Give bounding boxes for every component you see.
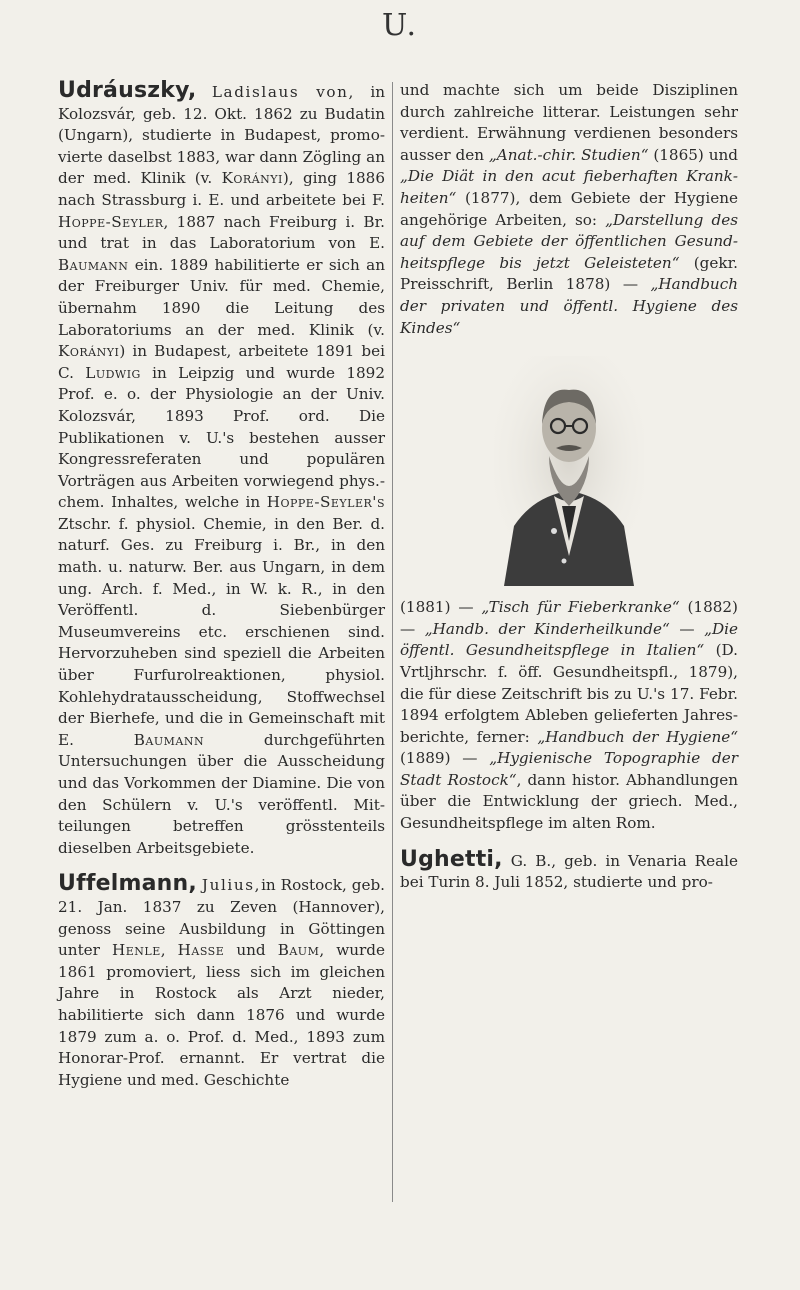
- person-name: Ludwig: [85, 363, 141, 382]
- entry-text: (1889) —: [400, 749, 490, 768]
- entry-text: Ztschr. f. physiol. Chemie, in den Ber. d. naturf. Ges. zu Freiburg i. Br., in den math. u. naturw. Ber. aus Ungarn, in dem ung. Arch. f. Med., in W. k. R., in den Veröffentl. d. Siebenbürger Museumvereins etc. erschienen sind. Hervorzuheben sind speziell die Arbeiten über Furfurolreaktionen, physiol. Kohlehydratausscheidung, Stoffwechsel der Bierhefe, und die in Gemeinschaft mit E.: [58, 514, 385, 749]
- work-title: „Darstellung des auf dem Gebiete der öffentlichen Gesundheitspflege bis jetzt Geleisteten“: [400, 210, 738, 272]
- work-title: „Die öffentl. Gesundheitspflege in Italien“: [400, 619, 739, 660]
- person-name: Korányi: [58, 342, 120, 361]
- entry-text: in Leipzig und wurde 1892 Prof. e. o. der Physiologie an der Univ. Kolozsvár, 1893 Prof. ord. Die Publikationen v. U.'s bestehen ausser Kongressreferaten und populären Vorträgen aus Arbeiten vorwiegend phys.-chem. Inhaltes, welche in: [58, 363, 386, 512]
- portrait-uffelmann-image: [494, 356, 644, 586]
- work-title: „Anat.-chir. Studien“: [488, 145, 649, 164]
- right-column: [400, 80, 738, 894]
- given-name-uffelmann: Julius,: [201, 876, 262, 895]
- headword-udrauszky: Udráuszky,: [58, 78, 197, 103]
- column-divider: [392, 82, 393, 1202]
- work-title: „Hygienische Topographie der Stadt Rostock“: [400, 749, 738, 789]
- entry-uffelmann-continued-2: [400, 597, 738, 835]
- entry-text: (1881) —: [400, 598, 482, 617]
- entry-text: (1865) und: [648, 145, 739, 164]
- person-name: Hoppe-Seyler: [58, 212, 164, 231]
- work-title: „Handbuch der Hygiene“: [537, 727, 738, 746]
- person-name: Baumann: [58, 255, 129, 274]
- entry-text: und machte sich um beide Disziplinen durch zahlreiche litterar. Leistungen sehr verdient. Erwähnung verdienen besonders ausser den: [400, 81, 738, 164]
- portrait: [400, 351, 738, 591]
- entry-text: ,: [160, 941, 178, 960]
- entry-text: durchgeführten Untersuchungen über die Ausscheidung und das Vorkommen der Diamine. Die von den Schülern v. U.'s veröffentl. Mitteilungen betreffen grösstenteils dieselben Arbeitsgebiete.: [58, 730, 385, 857]
- work-title: „Handbuch der privaten und öffentl. Hygiene des Kindes“: [400, 275, 738, 337]
- entry-uffelmann: [58, 873, 385, 1091]
- work-title: „Tisch für Fieberkranke“: [481, 598, 680, 617]
- section-letter: U.: [381, 8, 419, 43]
- entry-text: , wurde 1861 promoviert, liess sich im gleichen Jahre in Rostock als Arzt nieder, habilitierte sich dann 1876 und wurde 1879 zum a. o. Prof. d. Med., 1893 zum Honorar-Prof. ernannt. Er vertrat die Hygiene und med. Geschichte: [58, 941, 385, 1089]
- headword-ughetti: Ughetti,: [400, 846, 503, 872]
- entry-text: , 1887 nach Freiburg i. Br. und trat in das Laboratorium von E.: [58, 212, 385, 253]
- person-name: Baumann: [133, 730, 205, 749]
- person-name: Hasse: [177, 941, 225, 960]
- person-name: Baum: [277, 941, 320, 960]
- headword-uffelmann: Uffelmann,: [58, 871, 197, 897]
- entry-text: ), ging 1886 nach Strassburg i. E. und arbeitete bei F.: [58, 169, 385, 209]
- person-name: Hoppe-Seyler's: [266, 493, 385, 512]
- given-name-udrauszky: Ladislaus von,: [211, 83, 355, 101]
- left-column: [58, 80, 385, 1091]
- work-title: „Die Diät in den acut fieberhaften Krankheiten“: [400, 167, 738, 207]
- entry-text: G. B., geb. in Venaria Reale bei Turin 8. Juli 1852, studierte und pro-: [400, 851, 738, 892]
- entry-ughetti: [400, 846, 738, 894]
- entry-text: (gekr. Preisschrift, Berlin 1878) —: [400, 253, 738, 294]
- entry-text: ) in Budapest, arbeitete 1891 bei C.: [58, 342, 385, 382]
- entry-text: (D. Vrtljhrschr. f. öff. Gesundheitspfl., 1879), die für diese Zeitschrift bis zu U.'s 17. Febr. 1894 erfolgtem Ableben gelieferten Jahresberichte, ferner:: [400, 641, 739, 746]
- entry-text: —: [669, 619, 705, 638]
- entry-text: , dann histor. Abhandlungen über die Entwicklung der griech. Med., Gesundheitspflege im alten Rom.: [400, 770, 738, 833]
- entry-text: in Kolozsvár, geb. 12. Okt. 1862 zu Budatin (Ungarn), studierte in Budapest, promovierte daselbst 1883, war dann Zögling an der med. Klinik (v.: [58, 83, 385, 188]
- entry-text: ein. 1889 habilitierte er sich an der Freiburger Univ. für med. Chemie, übernahm 1890 die Leitung des Laboratoriums an der med. Klinik (v.: [58, 255, 385, 339]
- work-title: „Handb. der Kinderheilkunde“: [424, 619, 670, 638]
- person-name: Henle: [112, 941, 161, 960]
- entry-text: (1882) —: [400, 598, 738, 638]
- person-name: Korányi: [221, 169, 283, 188]
- entry-udrauszky: [58, 80, 385, 859]
- entry-uffelmann-continued: [400, 80, 738, 339]
- entry-text: in Rostock, geb. 21. Jan. 1837 zu Zeven (Hannover), genoss seine Ausbildung in Göttingen unter: [58, 876, 386, 960]
- entry-text: (1877), dem Gebiete der Hygiene angehörige Arbeiten, so:: [400, 188, 738, 229]
- entry-text: und: [224, 941, 278, 960]
